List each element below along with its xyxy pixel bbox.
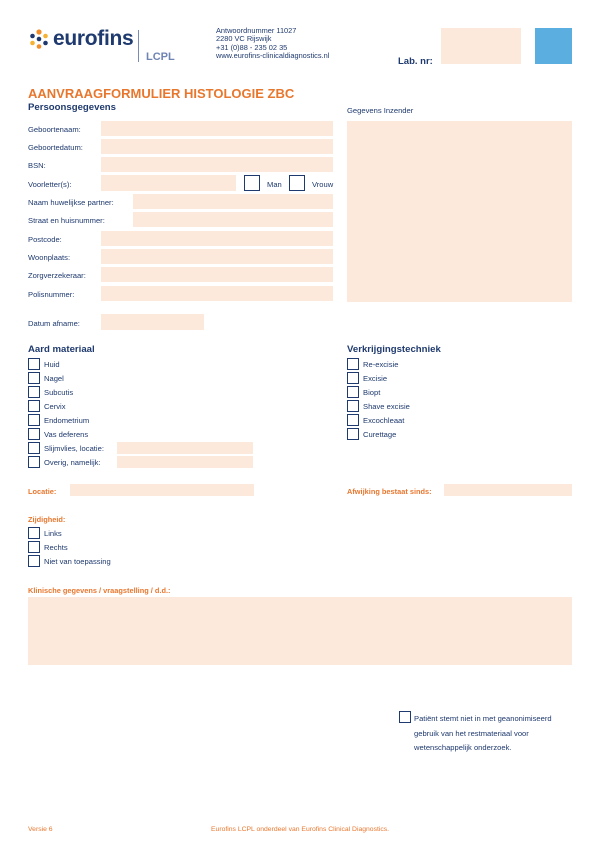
brand-name: eurofins (53, 27, 134, 50)
sender-heading: Gegevens Inzender (347, 106, 414, 115)
label-polisnummer: Polisnummer: (28, 290, 75, 299)
label-excisie: Excisie (363, 374, 388, 383)
consent-line: gebruik van het restmateriaal voor (414, 728, 529, 738)
label-niet-van-toepassing: Niet van toepassing (44, 557, 111, 566)
checkbox-shave-excisie[interactable] (347, 400, 359, 412)
lab-nr-label: Lab. nr: (398, 56, 433, 67)
address-line: www.eurofins-clinicaldiagnostics.nl (216, 51, 330, 61)
checkbox-subcutis[interactable] (28, 386, 40, 398)
field-geboortenaam[interactable] (101, 121, 333, 136)
material-heading: Aard materiaal (28, 344, 95, 355)
checkbox-re-excisie[interactable] (347, 358, 359, 370)
label-rechts: Rechts (44, 543, 68, 552)
label-locatie: Locatie: (28, 487, 57, 496)
footer-version: Versie 6 (28, 826, 53, 833)
technique-heading: Verkrijgingstechniek (347, 344, 441, 355)
checkbox-vas-deferens[interactable] (28, 428, 40, 440)
checkbox-man[interactable] (244, 175, 260, 191)
field-slijmvlies-locatie[interactable] (117, 442, 253, 454)
field-woonplaats[interactable] (101, 249, 333, 264)
address-line: 2280 VC Rijswijk (216, 34, 272, 44)
label-geboortenaam: Geboortenaam: (28, 125, 81, 134)
label-nagel: Nagel (44, 374, 64, 383)
side-heading: Zijdigheid: (28, 515, 66, 524)
label-vas-deferens: Vas deferens (44, 430, 89, 439)
label-woonplaats: Woonplaats: (28, 253, 71, 262)
checkbox-curettage[interactable] (347, 428, 359, 440)
consent-line: wetenschappelijk onderzoek. (414, 743, 512, 752)
page-title: AANVRAAGFORMULIER HISTOLOGIE ZBC (28, 86, 295, 101)
field-geboortedatum[interactable] (101, 139, 333, 154)
label-re-excisie: Re-excisie (363, 360, 399, 369)
logo-divider (138, 30, 139, 62)
label-links: Links (44, 529, 62, 538)
blue-square (535, 28, 572, 64)
checkbox-endometrium[interactable] (28, 414, 40, 426)
checkbox-vrouw[interactable] (289, 175, 305, 191)
field-voorletters[interactable] (101, 175, 236, 191)
label-overig: Overig, namelijk: (44, 458, 101, 467)
checkbox-consent[interactable] (399, 711, 411, 723)
field-locatie[interactable] (70, 484, 254, 496)
label-vrouw: Vrouw (312, 180, 334, 189)
field-afwijking[interactable] (444, 484, 572, 496)
field-partner[interactable] (133, 194, 333, 209)
field-zorgverzekeraar[interactable] (101, 267, 333, 282)
label-bsn: BSN: (28, 161, 46, 170)
lab-nr-field[interactable] (441, 28, 521, 64)
eurofins-logo (28, 28, 133, 52)
field-overig[interactable] (117, 456, 253, 468)
address-block (216, 27, 329, 61)
label-huid: Huid (44, 360, 60, 369)
label-cervix: Cervix (44, 402, 66, 411)
label-zorgverzekeraar: Zorgverzekeraar: (28, 271, 86, 280)
checkbox-excisie[interactable] (347, 372, 359, 384)
checkbox-rechts[interactable] (28, 541, 40, 553)
sub-brand: LCPL (146, 51, 175, 63)
footer-company: Eurofins LCPL onderdeel van Eurofins Clinical Diagnostics. (211, 826, 390, 833)
label-voorletters: Voorletter(s): (28, 180, 72, 189)
checkbox-excochleaat[interactable] (347, 414, 359, 426)
field-postcode[interactable] (101, 231, 333, 246)
field-gegevens-inzender[interactable] (347, 121, 572, 302)
field-datum-afname[interactable] (101, 314, 204, 330)
label-shave-excisie: Shave excisie (363, 402, 410, 411)
label-curettage: Curettage (363, 430, 397, 439)
label-endometrium: Endometrium (44, 416, 90, 425)
field-klinische-gegevens[interactable] (28, 597, 572, 665)
checkbox-slijmvlies[interactable] (28, 442, 40, 454)
checkbox-cervix[interactable] (28, 400, 40, 412)
label-afwijking: Afwijking bestaat sinds: (347, 487, 432, 496)
label-man: Man (267, 180, 282, 189)
field-straat[interactable] (133, 212, 333, 227)
eurofins-dots-icon (28, 28, 50, 50)
label-subcutis: Subcutis (44, 388, 74, 397)
checkbox-nagel[interactable] (28, 372, 40, 384)
consent-line: Patiënt stemt niet in met geanonimiseerd (414, 714, 552, 723)
checkbox-niet-van-toepassing[interactable] (28, 555, 40, 567)
label-partner: Naam huwelijkse partner: (28, 198, 114, 207)
label-excochleaat: Excochleaat (363, 416, 405, 425)
label-geboortedatum: Geboortedatum: (28, 143, 83, 152)
label-biopt: Biopt (363, 388, 381, 397)
checkbox-huid[interactable] (28, 358, 40, 370)
address-line: Antwoordnummer 11027 (216, 26, 297, 35)
field-bsn[interactable] (101, 157, 333, 172)
checkbox-links[interactable] (28, 527, 40, 539)
consent-text (414, 712, 552, 756)
checkbox-overig[interactable] (28, 456, 40, 468)
checkbox-biopt[interactable] (347, 386, 359, 398)
field-polisnummer[interactable] (101, 286, 333, 301)
label-klinische-gegevens: Klinische gegevens / vraagstelling / d.d.: (28, 586, 171, 595)
label-postcode: Postcode: (28, 235, 62, 244)
label-slijmvlies: Slijmvlies, locatie: (44, 444, 104, 453)
personal-heading: Persoonsgegevens (28, 102, 116, 113)
label-datum-afname: Datum afname: (28, 319, 80, 328)
label-straat: Straat en huisnummer: (28, 216, 105, 225)
address-line: +31 (0)88 - 235 02 35 (216, 42, 288, 52)
